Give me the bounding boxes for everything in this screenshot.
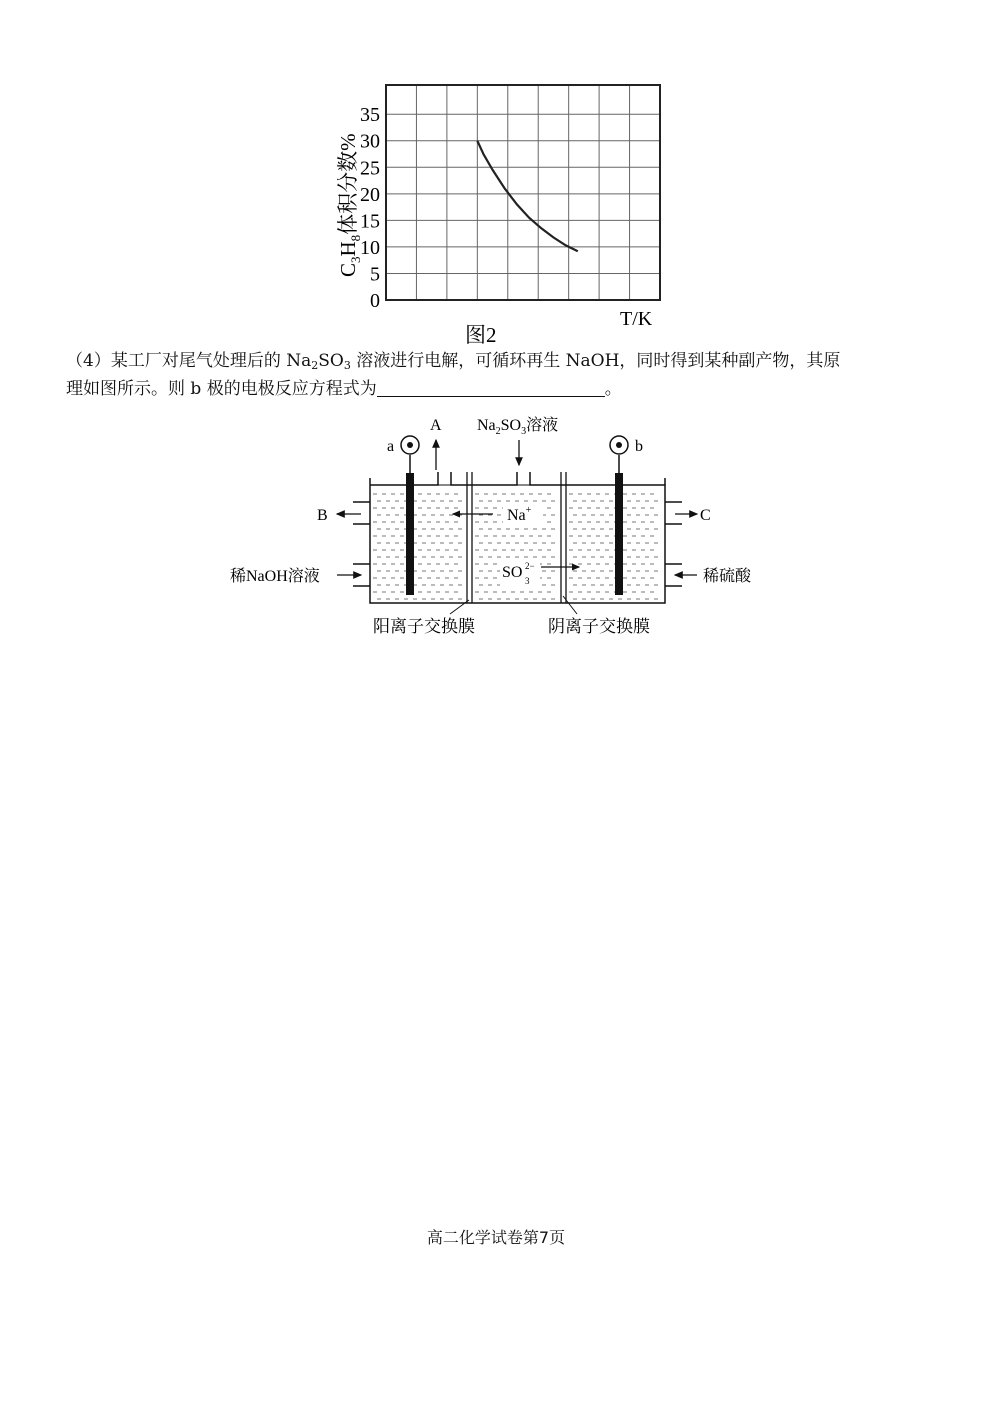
label-electrode-b: b [635, 438, 643, 455]
label-cation-membrane: 阳离子交换膜 [373, 617, 475, 636]
chart-y-tick-label: 5 [370, 263, 380, 286]
terminal-a-icon [401, 436, 419, 454]
electrode-b-rod [615, 473, 623, 595]
label-anion-membrane: 阴离子交换膜 [548, 617, 650, 636]
chart-caption: 图2 [465, 323, 497, 347]
label-outlet-B: B [317, 507, 328, 524]
electrolysis-cell-diagram [225, 410, 770, 640]
cation-exchange-membrane [467, 472, 472, 603]
chart-series-line [477, 141, 578, 252]
label-inlet-naoh: 稀NaOH溶液 [230, 568, 320, 585]
chart-y-tick-label: 0 [370, 290, 380, 312]
page-footer: 高二化学试卷第7页 [426, 1228, 566, 1247]
ion-na-label [503, 502, 543, 524]
question-line-1: （4）某工厂对尾气处理后的 $Na_2SO_3$ 溶液进行电解，可循环再生 NaOH，同时得到某种副产物，其原 [66, 351, 841, 372]
svg-text:2−: 2− [525, 561, 535, 571]
svg-text:3: 3 [525, 576, 530, 586]
label-electrode-a: a [387, 438, 395, 455]
anion-exchange-membrane [561, 472, 566, 603]
ion-so3-label [500, 560, 540, 586]
answer-blank[interactable] [377, 378, 605, 397]
label-outlet-A: A [430, 417, 442, 434]
svg-text:Na+: Na+ [507, 505, 532, 524]
label-inlet-h2so4: 稀硫酸 [703, 568, 752, 585]
svg-text:SO: SO [502, 564, 523, 581]
label-na2so3-inlet: $Na_2SO_3$溶液 [477, 417, 559, 437]
chart-y-tick-labels [360, 104, 380, 312]
chart-y-tick-label: 35 [360, 104, 380, 127]
c3h8-volume-fraction-chart [310, 72, 690, 352]
chart-y-tick-label: 25 [360, 157, 380, 180]
chart-y-tick-label: 10 [360, 236, 380, 259]
terminal-b-icon [610, 436, 628, 454]
chart-plot-frame [386, 85, 660, 300]
chart-x-axis-label: T/K [620, 308, 653, 330]
chart-y-tick-label: 20 [360, 183, 380, 206]
chart-grid [386, 85, 660, 300]
label-outlet-C: C [700, 507, 711, 524]
electrode-a-rod [406, 473, 414, 595]
question-line-2: 理如图所示。则 b 极的电极反应方程式为 。 [66, 379, 622, 399]
chart-y-tick-label: 30 [360, 130, 380, 153]
chart-y-tick-label: 15 [360, 210, 380, 233]
chart-y-axis-label: $C_3H_8$体积分数% [336, 133, 363, 277]
